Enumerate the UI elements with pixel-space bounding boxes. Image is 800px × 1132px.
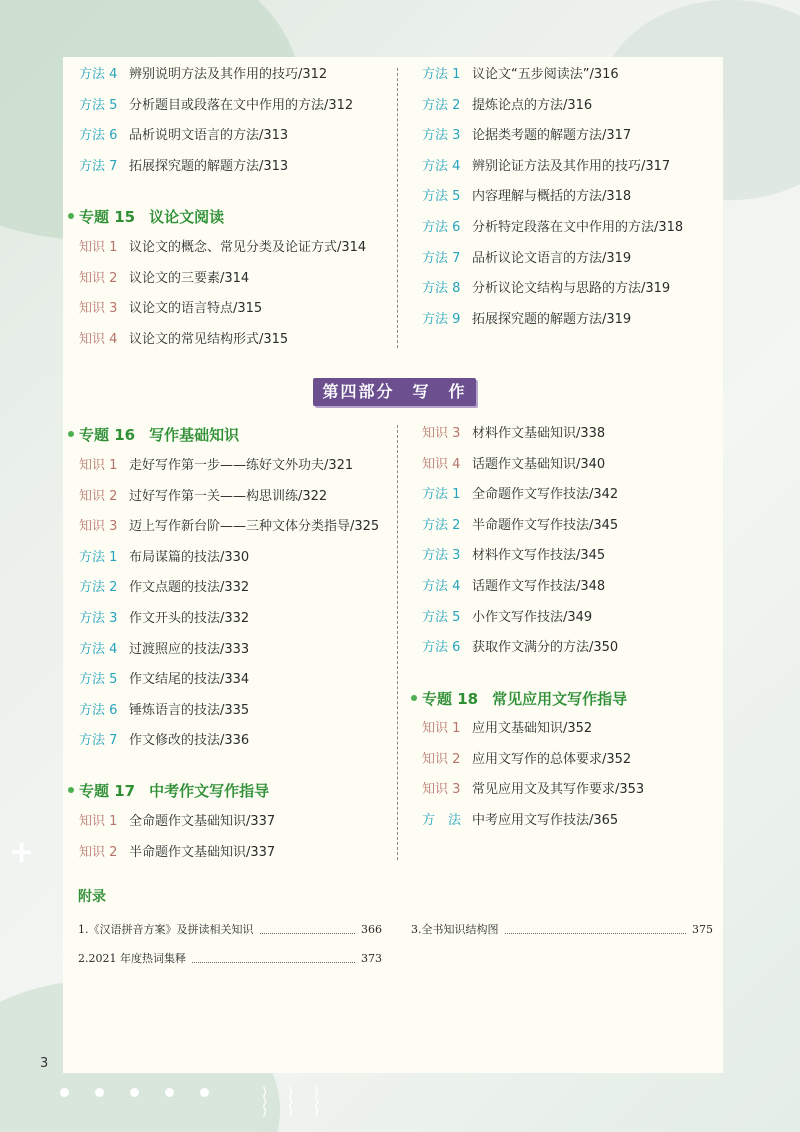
toc-entry[interactable] xyxy=(79,811,275,833)
toc-entry-label: 知识 1 xyxy=(79,814,118,829)
toc-entry[interactable] xyxy=(79,669,249,691)
leader-dots xyxy=(260,921,356,934)
bullet-icon xyxy=(68,431,74,437)
toc-entry-text: 获取作文满分的方法/350 xyxy=(472,640,619,656)
toc-entry[interactable] xyxy=(79,486,327,508)
toc-entry-label: 方法 4 xyxy=(422,579,461,594)
toc-entry[interactable] xyxy=(79,608,249,630)
appendix-item[interactable] xyxy=(78,921,382,939)
topic-number: 专题 17 xyxy=(79,782,136,800)
toc-entry-label: 知识 4 xyxy=(79,331,118,347)
toc-entry-label: 方法 4 xyxy=(79,67,118,82)
toc-entry[interactable] xyxy=(422,576,605,598)
toc-entry-label: 方法 7 xyxy=(422,250,461,266)
toc-entry-label: 知识 3 xyxy=(422,426,461,441)
toc-entry-label: 方法 4 xyxy=(422,158,461,174)
toc-entry[interactable] xyxy=(79,125,288,147)
toc-entry-label: 知识 3 xyxy=(79,519,118,535)
toc-entry[interactable] xyxy=(79,156,288,178)
topic-15-heading[interactable] xyxy=(68,206,224,228)
toc-entry-label: 知识 2 xyxy=(79,844,118,860)
toc-entry-text: 作文点题的技法/332 xyxy=(129,580,250,596)
appendix-title: 附录 xyxy=(78,889,106,905)
toc-entry[interactable] xyxy=(79,455,353,477)
appendix-item[interactable] xyxy=(78,950,382,968)
bullet-icon xyxy=(68,213,74,219)
toc-entry[interactable] xyxy=(422,95,592,117)
toc-entry-text: 话题作文写作技法/348 xyxy=(472,579,606,594)
toc-entry-text: 议论文“五步阅读法”/316 xyxy=(472,67,619,82)
toc-entry[interactable] xyxy=(422,454,605,476)
toc-entry-text: 材料作文写作技法/345 xyxy=(472,548,606,564)
toc-entry[interactable] xyxy=(79,577,249,599)
toc-entry-label: 知识 1 xyxy=(422,721,461,736)
toc-entry-label: 方法 1 xyxy=(422,67,461,82)
toc-entry-label: 方法 2 xyxy=(79,580,118,596)
appendix-item-text: 1.《汉语拼音方案》及拼读相关知识 xyxy=(78,923,254,936)
toc-entry-text: 布局谋篇的技法/330 xyxy=(129,549,250,565)
topic-title: 写作基础知识 xyxy=(149,426,240,444)
toc-entry[interactable] xyxy=(422,423,605,445)
plus-decoration-icon: + xyxy=(9,835,35,870)
topic-number: 专题 18 xyxy=(422,690,479,708)
toc-entry-label: 知识 1 xyxy=(79,458,118,473)
bullet-icon xyxy=(68,787,74,793)
toc-entry-text: 话题作文基础知识/340 xyxy=(472,456,606,472)
toc-entry-label: 知识 2 xyxy=(422,751,461,767)
toc-entry-text: 全命题作文基础知识/337 xyxy=(129,814,276,829)
page-number: 3 xyxy=(40,1056,49,1071)
toc-entry-label: 方法 1 xyxy=(79,549,118,565)
toc-entry[interactable] xyxy=(79,516,379,538)
toc-entry[interactable] xyxy=(422,637,618,659)
toc-entry-text: 作文结尾的技法/334 xyxy=(129,672,250,688)
toc-entry-label: 知识 4 xyxy=(422,456,461,472)
toc-entry[interactable] xyxy=(422,248,631,270)
toc-entry-text: 作文修改的技法/336 xyxy=(129,733,250,749)
topic-number: 专题 15 xyxy=(79,208,136,226)
toc-entry-label: 方法 6 xyxy=(79,702,118,718)
dot-decoration xyxy=(60,1082,235,1101)
toc-entry-text: 材料作文基础知识/338 xyxy=(472,426,606,441)
toc-entry-text: 辨别说明方法及其作用的技巧/312 xyxy=(129,67,328,82)
appendix-item[interactable] xyxy=(411,921,713,939)
toc-entry-text: 常见应用文及其写作要求/353 xyxy=(472,782,645,798)
appendix-item-text: 2.2021 年度热词集释 xyxy=(78,952,186,965)
toc-entry-text: 内容理解与概括的方法/318 xyxy=(472,189,632,205)
toc-entry-label: 方法 7 xyxy=(79,158,118,174)
toc-entry-label: 方法 1 xyxy=(422,487,461,503)
toc-entry[interactable] xyxy=(422,779,644,801)
toc-entry-text: 议论文的三要素/314 xyxy=(129,270,250,286)
toc-entry-label: 方法 2 xyxy=(422,97,461,113)
toc-entry-text: 拓展探究题的解题方法/319 xyxy=(472,311,632,327)
toc-entry[interactable] xyxy=(79,95,353,117)
toc-entry-label: 方法 4 xyxy=(79,641,118,657)
toc-entry-text: 议论文的常见结构形式/315 xyxy=(129,331,289,347)
toc-entry-label: 方法 3 xyxy=(79,611,118,626)
toc-entry-text: 应用文写作的总体要求/352 xyxy=(472,751,632,767)
toc-entry-label: 知识 2 xyxy=(79,488,118,504)
toc-entry-text: 品析议论文语言的方法/319 xyxy=(472,250,632,266)
toc-entry-label: 方 法 xyxy=(422,812,462,828)
toc-entry-label: 方法 6 xyxy=(422,640,461,656)
topic-title: 议论文阅读 xyxy=(149,208,225,226)
topic-18-heading[interactable] xyxy=(411,688,627,710)
toc-entry-text: 锤炼语言的技法/335 xyxy=(129,702,250,718)
toc-entry-text: 半命题作文写作技法/345 xyxy=(472,517,619,533)
toc-entry[interactable] xyxy=(422,217,683,239)
toc-entry[interactable] xyxy=(422,186,631,208)
appendix-item-text: 3.全书知识结构图 xyxy=(411,923,499,936)
toc-entry-label: 方法 5 xyxy=(422,609,461,625)
toc-entry[interactable] xyxy=(422,749,631,771)
toc-entry[interactable] xyxy=(79,730,249,752)
toc-entry-text: 中考应用文写作技法/365 xyxy=(472,812,619,828)
toc-entry-text: 过渡照应的技法/333 xyxy=(129,641,250,657)
toc-entry-text: 过好写作第一关——构思训练/322 xyxy=(129,488,328,504)
toc-entry-text: 品析说明文语言的方法/313 xyxy=(129,128,289,144)
toc-entry[interactable] xyxy=(79,547,249,569)
toc-entry[interactable] xyxy=(422,718,592,740)
bullet-icon xyxy=(411,695,417,701)
toc-entry-label: 知识 3 xyxy=(79,301,118,317)
toc-entry[interactable] xyxy=(422,484,618,506)
toc-entry-text: 全命题作文写作技法/342 xyxy=(472,487,619,503)
toc-entry-text: 走好写作第一步——练好文外功夫/321 xyxy=(129,458,354,473)
toc-entry[interactable] xyxy=(79,268,249,290)
toc-entry-label: 方法 8 xyxy=(422,281,461,297)
toc-entry[interactable] xyxy=(422,545,605,567)
toc-entry-text: 辨别论证方法及其作用的技巧/317 xyxy=(472,158,671,174)
toc-entry-label: 方法 3 xyxy=(422,548,461,564)
toc-entry-text: 议论文的概念、常见分类及论证方式/314 xyxy=(129,240,367,255)
toc-entry[interactable] xyxy=(79,700,249,722)
leader-dots xyxy=(505,921,687,934)
toc-entry[interactable] xyxy=(422,125,631,147)
toc-entry-text: 小作文写作技法/349 xyxy=(472,609,593,625)
toc-entry-text: 提炼论点的方法/316 xyxy=(472,97,593,113)
wave-decoration-icon: ︴︴︴ xyxy=(262,1086,340,1121)
toc-entry-text: 议论文的语言特点/315 xyxy=(129,301,263,317)
column-divider xyxy=(397,425,398,860)
toc-entry-text: 分析特定段落在文中作用的方法/318 xyxy=(472,220,684,235)
toc-entry[interactable] xyxy=(79,639,249,661)
toc-entry-label: 方法 2 xyxy=(422,517,461,533)
toc-entry[interactable] xyxy=(79,329,288,351)
appendix-item-page: 373 xyxy=(361,952,382,965)
toc-entry[interactable] xyxy=(79,237,366,259)
toc-entry-text: 应用文基础知识/352 xyxy=(472,721,593,736)
toc-entry-label: 方法 5 xyxy=(422,189,461,205)
part-4-banner: 第四部分 写 作 xyxy=(313,378,476,406)
toc-entry[interactable] xyxy=(422,156,670,178)
toc-entry[interactable] xyxy=(422,810,618,832)
toc-entry[interactable] xyxy=(422,607,592,629)
toc-entry-text: 论据类考题的解题方法/317 xyxy=(472,128,632,144)
leader-dots xyxy=(192,950,355,963)
toc-entry[interactable] xyxy=(422,64,619,86)
toc-entry-label: 方法 9 xyxy=(422,311,461,327)
toc-entry-label: 方法 6 xyxy=(79,128,118,144)
toc-entry-text: 拓展探究题的解题方法/313 xyxy=(129,158,289,174)
toc-entry-label: 方法 5 xyxy=(79,97,118,113)
toc-entry-label: 方法 5 xyxy=(79,672,118,688)
toc-entry[interactable] xyxy=(422,278,670,300)
toc-entry-label: 知识 3 xyxy=(422,782,461,798)
toc-entry-text: 迈上写作新台阶——三种文体分类指导/325 xyxy=(129,519,380,535)
toc-entry-text: 分析题目或段落在文中作用的方法/312 xyxy=(129,97,354,113)
topic-title: 中考作文写作指导 xyxy=(149,782,270,800)
topic-17-heading[interactable] xyxy=(68,780,269,802)
toc-entry-label: 方法 6 xyxy=(422,220,461,235)
toc-entry[interactable] xyxy=(79,64,327,86)
toc-entry-text: 作文开头的技法/332 xyxy=(129,611,250,626)
toc-entry-label: 知识 2 xyxy=(79,270,118,286)
toc-entry-label: 方法 7 xyxy=(79,733,118,749)
column-divider xyxy=(397,68,398,348)
toc-entry-label: 知识 1 xyxy=(79,240,118,255)
appendix-item-page: 375 xyxy=(692,923,713,936)
toc-entry[interactable] xyxy=(422,309,631,331)
appendix-item-page: 366 xyxy=(361,923,382,936)
toc-entry[interactable] xyxy=(422,515,618,537)
toc-entry[interactable] xyxy=(79,298,262,320)
toc-entry-text: 分析议论文结构与思路的方法/319 xyxy=(472,281,671,297)
topic-16-heading[interactable] xyxy=(68,424,239,446)
toc-entry[interactable] xyxy=(79,842,275,864)
toc-entry-label: 方法 3 xyxy=(422,128,461,144)
toc-entry-text: 半命题作文基础知识/337 xyxy=(129,844,276,860)
topic-title: 常见应用文写作指导 xyxy=(492,690,628,708)
topic-number: 专题 16 xyxy=(79,426,136,444)
